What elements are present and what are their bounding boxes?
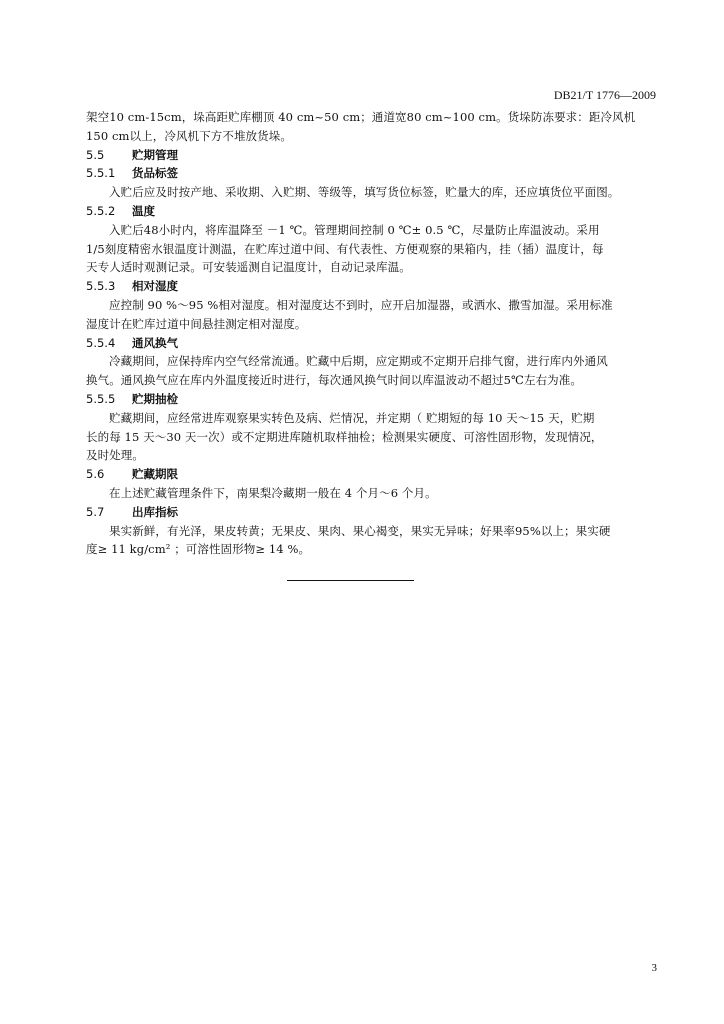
paragraph-line: 入贮后48小时内，将库温降至 －1 ℃。管理期间控制 0 ℃± 0.5 ℃，尽量防止库温波动。采用 <box>109 222 600 237</box>
section-title: 相对湿度 <box>132 279 178 294</box>
paragraph-line: 应控制 90 %～95 %相对湿度。相对湿度达不到时，应开启加湿器，或洒水、撒雪加湿。采用标准 <box>109 297 613 312</box>
section-title: 货品标签 <box>132 166 178 181</box>
paragraph-line: 贮藏期间，应经常进库观察果实转色及病、烂情况，并定期（ 贮期短的每 10 天～15 天，贮期 <box>109 410 595 425</box>
section-heading <box>86 465 658 484</box>
section-heading <box>86 390 658 409</box>
paragraph-line: 冷藏期间，应保持库内空气经常流通。贮藏中后期，应定期或不定期开启排气窗，进行库内外通风 <box>109 354 608 369</box>
paragraph-line: 150 cm以上，冷风机下方不堆放货垛。 <box>86 128 292 143</box>
paragraph-line: 及时处理。 <box>86 448 144 463</box>
section-number: 5.5.2 <box>86 203 116 218</box>
section-title: 通风换气 <box>132 335 178 350</box>
paragraph-line: 天专人适时观测记录。可安装遥测自记温度计，自动记录库温。 <box>86 260 411 275</box>
section-heading <box>86 277 658 296</box>
section-number: 5.6 <box>86 467 105 482</box>
end-rule <box>287 580 414 581</box>
section-heading <box>86 164 658 183</box>
section-title: 出库指标 <box>132 504 178 519</box>
document-body <box>86 108 658 559</box>
section-title: 贮藏期限 <box>132 467 178 482</box>
section-heading <box>86 202 658 221</box>
section-number: 5.5 <box>86 147 105 162</box>
section-number: 5.5.4 <box>86 335 116 350</box>
section-number: 5.7 <box>86 504 105 519</box>
paragraph-line: 1/5刻度精密水银温度计测温，在贮库过道中间、有代表性、方便观察的果箱内，挂（插）温度计，每 <box>86 241 604 256</box>
section-title: 贮期抽检 <box>132 391 178 406</box>
paragraph-line: 果实新鲜，有光泽，果皮转黄；无果皮、果肉、果心褐变，果实无异味；好果率95%以上；果实硬 <box>109 523 611 538</box>
section-heading <box>86 334 658 353</box>
section-title: 贮期管理 <box>132 147 178 162</box>
document-id-header: DB21/T 1776—2009 <box>553 88 656 102</box>
paragraph-line: 度≥ 11 kg/cm² ；可溶性固形物≥ 14 %。 <box>86 542 311 557</box>
page-number: 3 <box>651 962 657 974</box>
paragraph-line: 在上述贮藏管理条件下，南果梨冷藏期一般在 4 个月～6 个月。 <box>109 485 437 500</box>
section-number: 5.5.3 <box>86 279 116 294</box>
paragraph-line: 换气。通风换气应在库内外温度接近时进行，每次通风换气时间以库温波动不超过5℃左右为准。 <box>86 373 582 388</box>
section-heading <box>86 146 658 165</box>
paragraph-line: 架空10 cm-15cm，垛高距贮库棚顶 40 cm~50 cm；通道宽80 cm~100 cm。货垛防冻要求：距冷风机 <box>86 110 636 124</box>
paragraph-line: 长的每 15 天～30 天一次）或不定期进库随机取样抽检；检测果实硬度、可溶性固形物，发现情况， <box>86 429 603 444</box>
paragraph-line: 湿度计在贮库过道中间悬挂测定相对湿度。 <box>86 316 307 331</box>
section-heading <box>86 503 658 522</box>
section-title: 温度 <box>132 203 155 218</box>
section-number: 5.5.5 <box>86 391 116 406</box>
section-number: 5.5.1 <box>86 166 116 181</box>
paragraph-line: 入贮后应及时按产地、采收期、入贮期、等级等，填写货位标签，贮量大的库，还应填货位平面图。 <box>109 185 620 200</box>
